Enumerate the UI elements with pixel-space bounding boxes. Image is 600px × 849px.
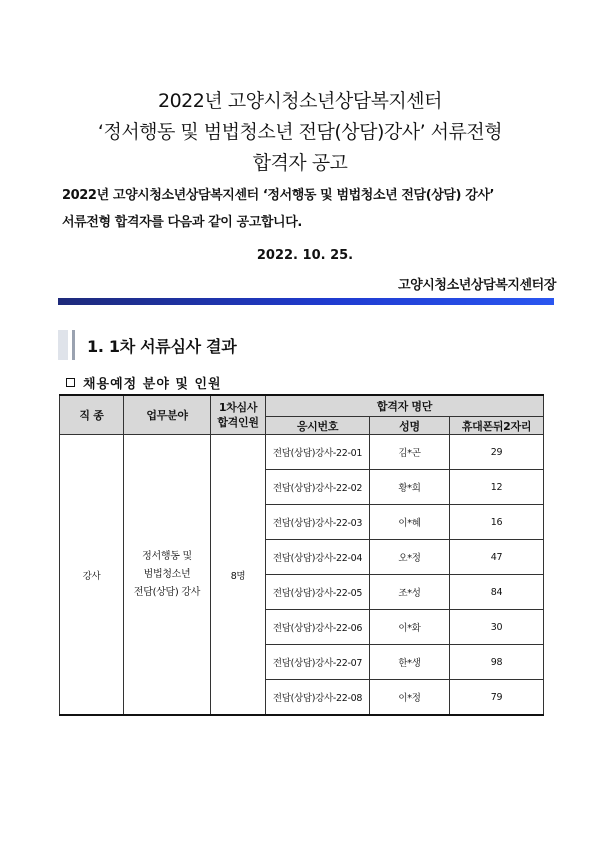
header-pass-count-line-1: 1차심사 [218, 401, 258, 414]
cell-field-line-1: 정서행동 및 [142, 550, 192, 562]
cell-phone: 12 [450, 470, 544, 505]
cell-pass-count: 8명 [211, 435, 266, 716]
cell-name: 황*희 [370, 470, 450, 505]
cell-name: 이*화 [370, 610, 450, 645]
cell-app-no: 전담(상담)강사-22-01 [266, 435, 370, 470]
cell-phone: 79 [450, 680, 544, 716]
section-title: 1. 1차 서류심사 결과 [87, 336, 237, 356]
cell-job-type: 강사 [60, 435, 124, 716]
cell-phone: 84 [450, 575, 544, 610]
subsection-title: 채용예정 분야 및 인원 [83, 377, 222, 392]
header-field: 업무분야 [124, 395, 211, 435]
announcement-title [0, 86, 600, 179]
section-marker [58, 330, 68, 360]
cell-field-line-2: 범법청소년 [143, 568, 191, 580]
header-pass-count [211, 395, 266, 435]
header-job-type: 직 종 [60, 395, 124, 435]
section-heading [58, 330, 554, 360]
cell-app-no: 전담(상담)강사-22-03 [266, 505, 370, 540]
title-line-3: 합격자 공고 [252, 152, 348, 174]
cell-phone: 98 [450, 645, 544, 680]
cell-name: 한*생 [370, 645, 450, 680]
header-pass-count-line-2: 합격인원 [217, 416, 259, 429]
subsection-heading [66, 373, 222, 392]
cell-field-line-3: 전담(상담) 강사 [133, 586, 201, 598]
intro-line-2: 서류전형 합격자를 다음과 같이 공고합니다. [62, 215, 302, 230]
title-line-2: ‘정서행동 및 범법청소년 전담(상담)강사’ 서류전형 [97, 121, 503, 143]
section-marker-line [72, 330, 75, 360]
issuer-name: 고양시청소년상담복지센터장 [397, 278, 556, 293]
header-phone: 휴대폰뒤2자리 [450, 417, 544, 435]
cell-phone: 16 [450, 505, 544, 540]
cell-app-no: 전담(상담)강사-22-06 [266, 610, 370, 645]
cell-app-no: 전담(상담)강사-22-07 [266, 645, 370, 680]
cell-name: 조*성 [370, 575, 450, 610]
checkbox-icon [66, 378, 75, 387]
cell-app-no: 전담(상담)강사-22-08 [266, 680, 370, 716]
cell-app-no: 전담(상담)강사-22-02 [266, 470, 370, 505]
cell-field [124, 435, 211, 716]
divider-bar [58, 298, 554, 305]
cell-app-no: 전담(상담)강사-22-04 [266, 540, 370, 575]
title-line-1: 2022년 고양시청소년상담복지센터 [158, 90, 442, 112]
cell-phone: 47 [450, 540, 544, 575]
header-app-no: 응시번호 [266, 417, 370, 435]
table-row [60, 435, 544, 470]
results-table-body [60, 435, 544, 716]
header-name: 성명 [370, 417, 450, 435]
header-pass-list: 합격자 명단 [266, 395, 544, 417]
announcement-date: 2022. 10. 25. [256, 248, 354, 263]
cell-phone: 29 [450, 435, 544, 470]
cell-phone: 30 [450, 610, 544, 645]
cell-name: 오*정 [370, 540, 450, 575]
cell-name: 이*혜 [370, 505, 450, 540]
cell-app-no: 전담(상담)강사-22-05 [266, 575, 370, 610]
results-table [59, 394, 544, 716]
intro-line-1: 2022년 고양시청소년상담복지센터 ‘정서행동 및 범법청소년 전담(상담) 강사’ [62, 188, 495, 203]
cell-name: 이*정 [370, 680, 450, 716]
intro-paragraph [62, 182, 562, 236]
cell-name: 김*곤 [370, 435, 450, 470]
